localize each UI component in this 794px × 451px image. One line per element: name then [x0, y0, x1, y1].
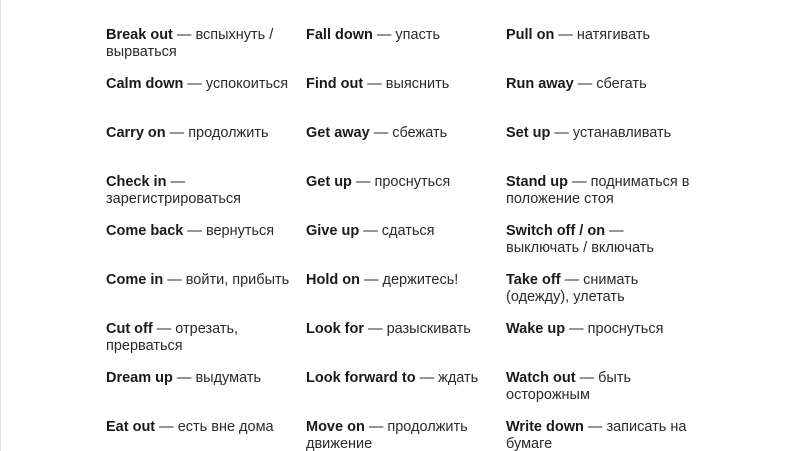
phrasal-verb-term: Take off: [506, 272, 561, 288]
phrasal-verb-entry: [106, 125, 306, 174]
phrasal-verb-term: Check in: [106, 174, 167, 190]
phrasal-verb-translation: отрезать, прерваться: [106, 321, 239, 354]
phrasal-verb-translation: выяснить: [385, 76, 450, 92]
separator-dash: —: [355, 174, 371, 190]
phrasal-verb-entry: [506, 321, 706, 370]
phrasal-verb-term: Look for: [306, 321, 364, 337]
phrasal-verb-translation: записать на бумаге: [506, 419, 687, 451]
separator-dash: —: [367, 76, 382, 92]
phrasal-verb-term: Move on: [306, 419, 365, 435]
phrasal-verb-term: Break out: [106, 27, 173, 43]
phrasal-verb-translation: подниматься в положение стоя: [506, 174, 690, 207]
phrasal-verb-entry: [106, 272, 306, 321]
phrasal-verb-entry: [306, 76, 506, 125]
phrasal-verb-translation: вспыхнуть / вырваться: [106, 27, 274, 60]
phrasal-verb-translation: сбегать: [596, 76, 647, 92]
phrasal-verb-translation: сдаться: [381, 223, 435, 239]
phrasal-verb-entry: [506, 27, 706, 76]
separator-dash: —: [159, 419, 174, 435]
phrasal-verb-entry: [306, 27, 506, 76]
phrasal-verb-term: Dream up: [106, 370, 173, 386]
phrasal-verb-term: Come in: [106, 272, 164, 288]
separator-dash: —: [363, 223, 378, 239]
separator-dash: —: [419, 370, 435, 386]
phrasal-verb-entry: [306, 223, 506, 272]
phrasal-verb-entry: [506, 174, 706, 223]
separator-dash: —: [577, 76, 593, 92]
separator-dash: —: [368, 419, 384, 435]
phrasal-verb-entry: [506, 76, 706, 125]
phrasal-verb-entry: [506, 370, 706, 419]
phrasal-verb-term: Hold on: [306, 272, 360, 288]
phrasal-verb-term: Cut off: [106, 321, 153, 337]
separator-dash: —: [558, 27, 573, 43]
phrasal-verb-translation: зарегистрироваться: [106, 191, 241, 207]
separator-dash: —: [364, 272, 379, 288]
separator-dash: —: [368, 321, 383, 337]
phrasal-verb-translation: ждать: [438, 370, 479, 386]
phrasal-verb-term: Look forward to: [306, 370, 416, 386]
phrasal-verb-translation: проснуться: [587, 321, 664, 337]
separator-dash: —: [373, 125, 389, 141]
phrasal-verb-term: Give up: [306, 223, 360, 239]
phrasal-verb-entry: [106, 419, 306, 451]
phrasal-verb-translation: проснуться: [374, 174, 451, 190]
phrasal-verb-term: Calm down: [106, 76, 184, 92]
phrasal-verbs-grid: [106, 27, 706, 451]
phrasal-verb-term: Get away: [306, 125, 370, 141]
phrasal-verb-term: Come back: [106, 223, 184, 239]
phrasal-verb-translation: устанавливать: [572, 125, 672, 141]
phrasal-verb-entry: [506, 223, 706, 272]
phrasal-verb-term: Watch out: [506, 370, 576, 386]
phrasal-verb-entry: [306, 125, 506, 174]
phrasal-verb-term: Stand up: [506, 174, 569, 190]
phrasal-verb-entry: [106, 370, 306, 419]
phrasal-verb-translation: держитесь!: [382, 272, 459, 288]
separator-dash: —: [579, 370, 595, 386]
phrasal-verb-translation: выдумать: [195, 370, 262, 386]
phrasal-verb-entry: [306, 272, 506, 321]
phrasal-verb-term: Wake up: [506, 321, 566, 337]
separator-dash: —: [187, 76, 202, 92]
separator-dash: —: [569, 321, 584, 337]
phrasal-verb-term: Fall down: [306, 27, 373, 43]
phrasal-verb-term: Pull on: [506, 27, 555, 43]
phrasal-verb-translation: вернуться: [205, 223, 275, 239]
phrasal-verb-term: Switch off / on: [506, 223, 606, 239]
separator-dash: —: [554, 125, 569, 141]
phrasal-verb-translation: снимать (одежду), улетать: [506, 272, 639, 305]
phrasal-verb-term: Find out: [306, 76, 364, 92]
separator-dash: —: [176, 27, 192, 43]
separator-dash: —: [587, 419, 603, 435]
separator-dash: —: [609, 223, 624, 239]
phrasal-verb-entry: [106, 321, 306, 370]
separator-dash: —: [170, 174, 185, 190]
phrasal-verb-translation: выключать / включать: [506, 240, 654, 256]
separator-dash: —: [376, 27, 392, 43]
phrasal-verb-translation: есть вне дома: [177, 419, 274, 435]
phrasal-verb-term: Run away: [506, 76, 574, 92]
phrasal-verb-entry: [106, 76, 306, 125]
phrasal-verb-entry: [306, 370, 506, 419]
separator-dash: —: [187, 223, 202, 239]
phrasal-verb-term: Write down: [506, 419, 584, 435]
phrasal-verb-entry: [506, 419, 706, 451]
separator-dash: —: [176, 370, 192, 386]
phrasal-verb-entry: [506, 272, 706, 321]
phrasal-verb-entry: [306, 419, 506, 451]
phrasal-verb-translation: натягивать: [576, 27, 651, 43]
phrasal-verb-entry: [106, 174, 306, 223]
phrasal-verb-translation: успокоиться: [205, 76, 289, 92]
phrasal-verb-entry: [106, 223, 306, 272]
separator-dash: —: [156, 321, 172, 337]
separator-dash: —: [572, 174, 587, 190]
phrasal-verb-translation: войти, прибыть: [185, 272, 290, 288]
phrasal-verb-translation: сбежать: [392, 125, 448, 141]
phrasal-verb-translation: продолжить движение: [306, 419, 468, 451]
phrasal-verb-term: Eat out: [106, 419, 156, 435]
phrasal-verb-term: Get up: [306, 174, 352, 190]
phrasal-verb-entry: [306, 174, 506, 223]
separator-dash: —: [169, 125, 185, 141]
phrasal-verb-entry: [506, 125, 706, 174]
separator-dash: —: [564, 272, 580, 288]
phrasal-verb-translation: быть осторожным: [506, 370, 632, 403]
separator-dash: —: [167, 272, 182, 288]
phrasal-verb-translation: упасть: [395, 27, 441, 43]
phrasal-verb-entry: [306, 321, 506, 370]
phrasal-verb-translation: продолжить: [188, 125, 269, 141]
phrasal-verb-entry: [106, 27, 306, 76]
phrasal-verb-term: Carry on: [106, 125, 166, 141]
phrasal-verb-translation: разыскивать: [386, 321, 471, 337]
phrasal-verb-term: Set up: [506, 125, 551, 141]
